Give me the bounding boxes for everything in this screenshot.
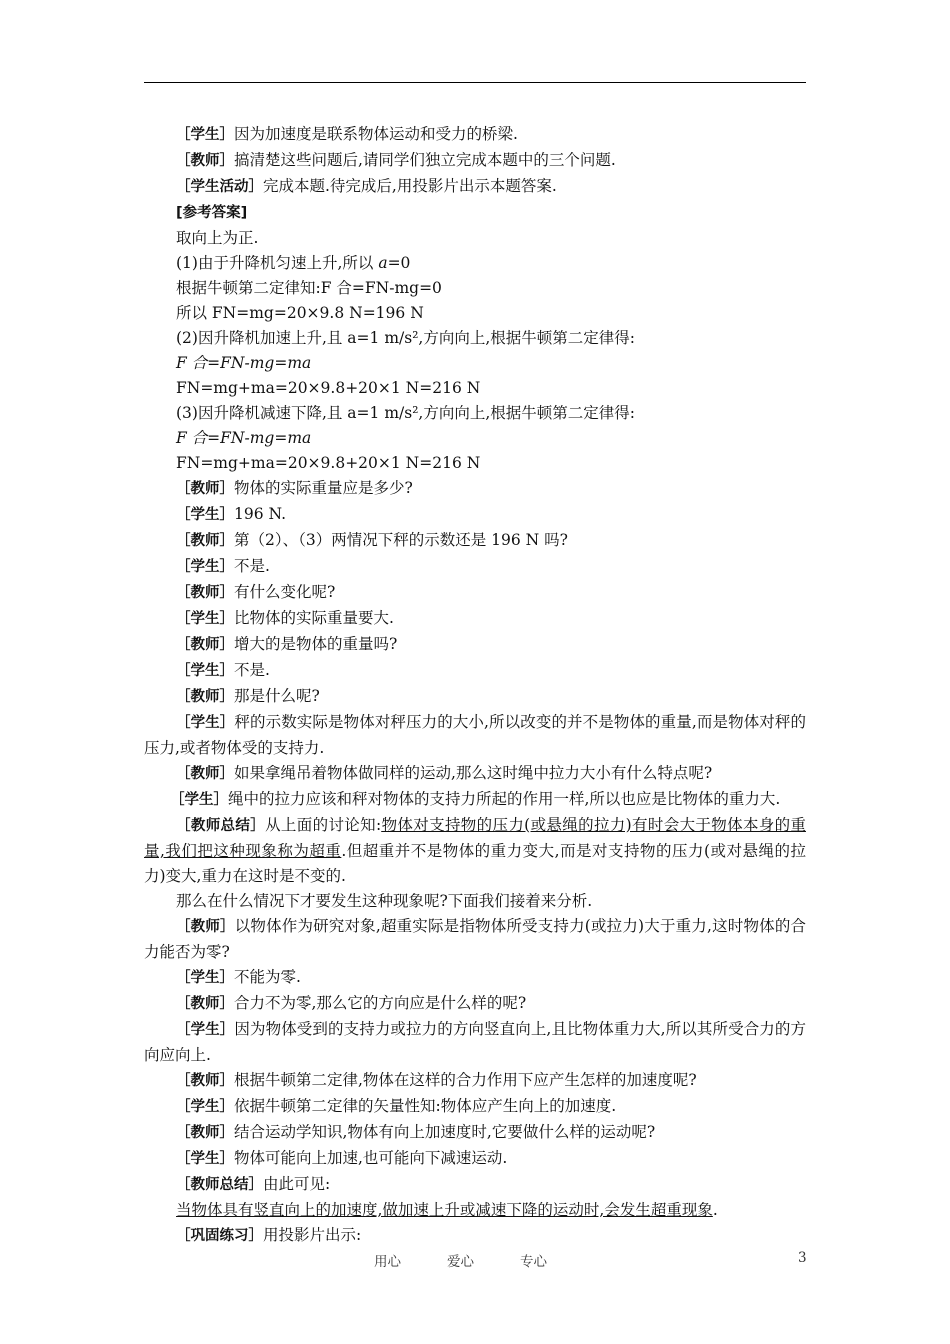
formula-line: F 合=FN-mg=ma (176, 354, 312, 372)
dialogue-line (144, 122, 806, 148)
speaker-tag: ［学生活动］ (176, 179, 263, 195)
answer-heading: [参考答案] (176, 205, 248, 221)
dialogue-line: ［教师］根据牛顿第二定律,物体在这样的合力作用下应产生怎样的加速度呢? (176, 1071, 697, 1089)
conclusion-line: 当物体具有竖直向上的加速度,做加速上升或减速下降的运动时,会发生超重现象. (176, 1201, 718, 1219)
answer-line: 根据牛顿第二定律知:F 合=FN-mg=0 (176, 279, 442, 297)
dialogue-line: ［教师］物体的实际重量应是多少? (176, 479, 413, 497)
dialogue-line: ［教师］那是什么呢? (176, 687, 320, 705)
dialogue-paragraph: ［教师］以物体作为研究对象,超重实际是指物体所受支持力(或拉力)大于重力,这时物体的合力能否为零? (144, 917, 806, 961)
dialogue-line: ［教师］结合运动学知识,物体有向上加速度时,它要做什么样的运动呢? (176, 1123, 656, 1141)
dialogue-line: ［学生］绳中的拉力应该和秤对物体的支持力所起的作用一样,所以也应是比物体的重力大. (170, 790, 781, 808)
dialogue-line (144, 148, 806, 174)
dialogue-line: ［教师］合力不为零,那么它的方向应是什么样的呢? (176, 994, 527, 1012)
page-content (144, 122, 806, 1249)
answer-line: (2)因升降机加速上升,且 a=1 m/s²,方向向上,根据牛顿第二定律得: (176, 329, 635, 347)
dialogue-line: ［学生］不是. (176, 661, 270, 679)
text-line: 那么在什么情况下才要发生这种现象呢?下面我们接着来分析. (176, 892, 593, 910)
formula-line: F 合=FN-mg=ma (176, 429, 312, 447)
dialogue-line: ［教师］如果拿绳吊着物体做同样的运动,那么这时绳中拉力大小有什么特点呢? (176, 764, 713, 782)
speaker-tag: ［学生］ (176, 127, 234, 143)
page-number: 3 (798, 1250, 807, 1266)
dialogue-line: ［学生］不能为零. (176, 968, 301, 986)
dialogue-paragraph: ［学生］秤的示数实际是物体对秤压力的大小,所以改变的并不是物体的重量,而是物体对秤的压力,或者物体受的支持力. (144, 713, 806, 757)
conclusion-underline: 当物体具有竖直向上的加速度,做加速上升或减速下降的运动时,会发生超重现象 (176, 1201, 713, 1219)
answer-line: (1)由于升降机匀速上升,所以 a=0 (176, 254, 411, 272)
formula-line: FN=mg+ma=20×9.8+20×1 N=216 N (176, 454, 481, 472)
speaker-tag: ［教师］ (176, 153, 234, 169)
line-text: 完成本题.待完成后,用投影片出示本题答案. (263, 177, 557, 195)
dialogue-line: ［教师］有什么变化呢? (176, 583, 336, 601)
footer-item: 用心 (374, 1254, 401, 1270)
line-text: 搞清楚这些问题后,请同学们独立完成本题中的三个问题. (234, 151, 616, 169)
dialogue-line: ［教师］增大的是物体的重量吗? (176, 635, 398, 653)
dialogue-line: ［学生］不是. (176, 557, 270, 575)
dialogue-paragraph: ［学生］因为物体受到的支持力或拉力的方向竖直向上,且比物体重力大,所以其所受合力的方向应向上. (144, 1020, 806, 1064)
dialogue-line: ［学生］196 N. (176, 505, 287, 523)
page-footer (0, 1250, 950, 1270)
dialogue-line: ［学生］物体可能向上加速,也可能向下减速运动. (176, 1149, 508, 1167)
dialogue-line: ［学生］依据牛顿第二定律的矢量性知:物体应产生向上的加速度. (176, 1097, 617, 1115)
answer-line: 取向上为正. (176, 229, 259, 247)
key-concept-underline: 物体对支持物的压力(或悬绳的拉力)有时会大于物体本身的重量,我们把这种现象称为超重 (144, 816, 806, 860)
answer-line: (3)因升降机减速下降,且 a=1 m/s²,方向向上,根据牛顿第二定律得: (176, 404, 635, 422)
dialogue-line: ［巩固练习］用投影片出示: (176, 1226, 362, 1244)
footer-item: 爱心 (447, 1254, 474, 1270)
dialogue-line: ［教师］第（2）、（3）两情况下秤的示数还是 196 N 吗? (176, 531, 568, 549)
footer-item: 专心 (520, 1254, 547, 1270)
dialogue-line: ［学生］比物体的实际重量要大. (176, 609, 394, 627)
dialogue-line (144, 174, 806, 200)
summary-paragraph: ［教师总结］从上面的讨论知:物体对支持物的压力(或悬绳的拉力)有时会大于物体本身的重量,我们把这种现象称为超重.但超重并不是物体的重力变大,而是对支持物的压力(或对悬绳的拉力)变大,重力在这时是不变的. (144, 816, 806, 885)
formula-line: FN=mg+ma=20×9.8+20×1 N=216 N (176, 379, 481, 397)
header-rule (144, 82, 806, 83)
dialogue-line: ［教师总结］由此可见: (176, 1175, 331, 1193)
line-text: 因为加速度是联系物体运动和受力的桥梁. (234, 125, 518, 143)
answer-line: 所以 FN=mg=20×9.8 N=196 N (176, 304, 424, 322)
